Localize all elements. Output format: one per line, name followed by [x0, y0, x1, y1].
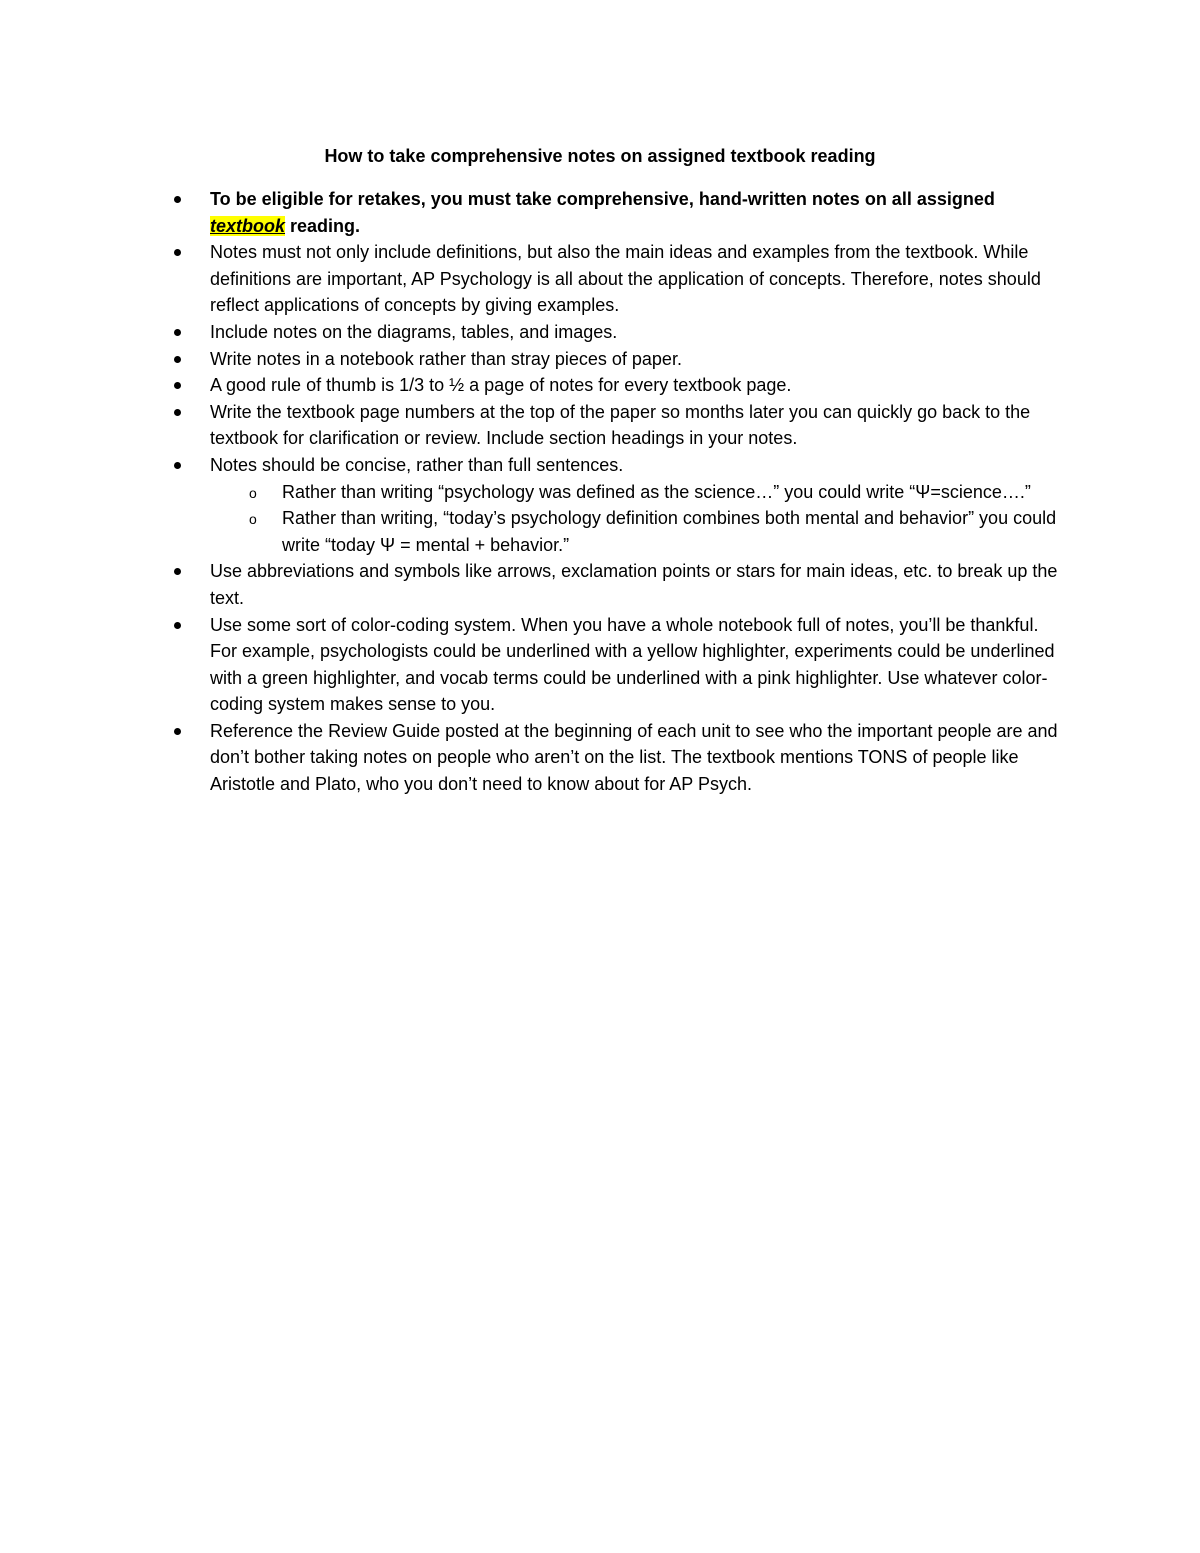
bullet-icon [174, 196, 181, 203]
circle-bullet-icon: o [249, 511, 257, 528]
bullet-icon [174, 622, 181, 629]
list-item-7 [210, 452, 1070, 558]
sub-item-1-text: Rather than writing “psychology was defined as the science…” you could write “Ψ=science….” [282, 481, 1031, 502]
list-item-6 [210, 399, 1070, 452]
sub-item-2 [249, 505, 1070, 558]
bullet-icon [174, 356, 181, 363]
list-item-8 [210, 558, 1070, 611]
bullet-icon [174, 382, 181, 389]
item-1-text [210, 189, 995, 236]
list-item-3 [210, 319, 1070, 346]
item-5-text: A good rule of thumb is 1/3 to ½ a page of notes for every textbook page. [210, 375, 792, 396]
item-4-text: Write notes in a notebook rather than stray pieces of paper. [210, 348, 682, 369]
list-item-2 [210, 239, 1070, 319]
item-2-text: Notes must not only include definitions, but also the main ideas and examples from the textbook. While definitions are important, AP Psychology is all about the application of concepts. Therefore, notes should reflect applications of concepts by giving examples. [210, 242, 1041, 316]
item-7-text: Notes should be concise, rather than full sentences. [210, 454, 624, 475]
bullet-icon [174, 409, 181, 416]
bullet-icon [174, 728, 181, 735]
sub-item-2-text: Rather than writing, “today’s psychology definition combines both mental and behavior” you could write “today Ψ = mental + behavior.” [282, 508, 1057, 555]
item-3-text: Include notes on the diagrams, tables, and images. [210, 321, 618, 342]
list-item-1 [210, 186, 1070, 239]
list-item-9 [210, 612, 1070, 718]
item-1-text-before: To be eligible for retakes, you must take comprehensive, hand-written notes on all assigned [210, 189, 995, 209]
bullet-icon [174, 329, 181, 336]
bullet-icon [174, 249, 181, 256]
item-1-text-after: reading. [285, 215, 361, 236]
bullet-icon [174, 462, 181, 469]
list-item-5 [210, 372, 1070, 399]
sub-list [210, 479, 1070, 559]
page-title: How to take comprehensive notes on assigned textbook reading [324, 146, 876, 166]
bullet-icon [174, 568, 181, 575]
bullet-list [210, 186, 1070, 798]
item-9-text: Use some sort of color-coding system. When you have a whole notebook full of notes, you’ll be thankful. For example, psychologists could be underlined with a yellow highlighter, experiments could be underlined with a green highlighter, and vocab terms could be underlined with a pink highlighter. Use whatever color-coding system makes sense to you. [210, 614, 1055, 715]
sub-item-1 [249, 479, 1070, 506]
item-8-text: Use abbreviations and symbols like arrows, exclamation points or stars for main ideas, etc. to break up the text. [210, 561, 1058, 608]
item-10-text: Reference the Review Guide posted at the beginning of each unit to see who the important people are and don’t bother taking notes on people who aren’t on the list. The textbook mentions TONS of people like Aristotle and Plato, who you don’t need to know about for AP Psych. [210, 720, 1058, 795]
highlighted-word: textbook [210, 215, 286, 236]
list-item-10 [210, 718, 1070, 798]
circle-bullet-icon: o [249, 484, 257, 501]
item-6-text: Write the textbook page numbers at the top of the paper so months later you can quickly go back to the textbook for clarification or review. Include section headings in your notes. [210, 401, 1031, 449]
list-item-4 [210, 346, 1070, 373]
